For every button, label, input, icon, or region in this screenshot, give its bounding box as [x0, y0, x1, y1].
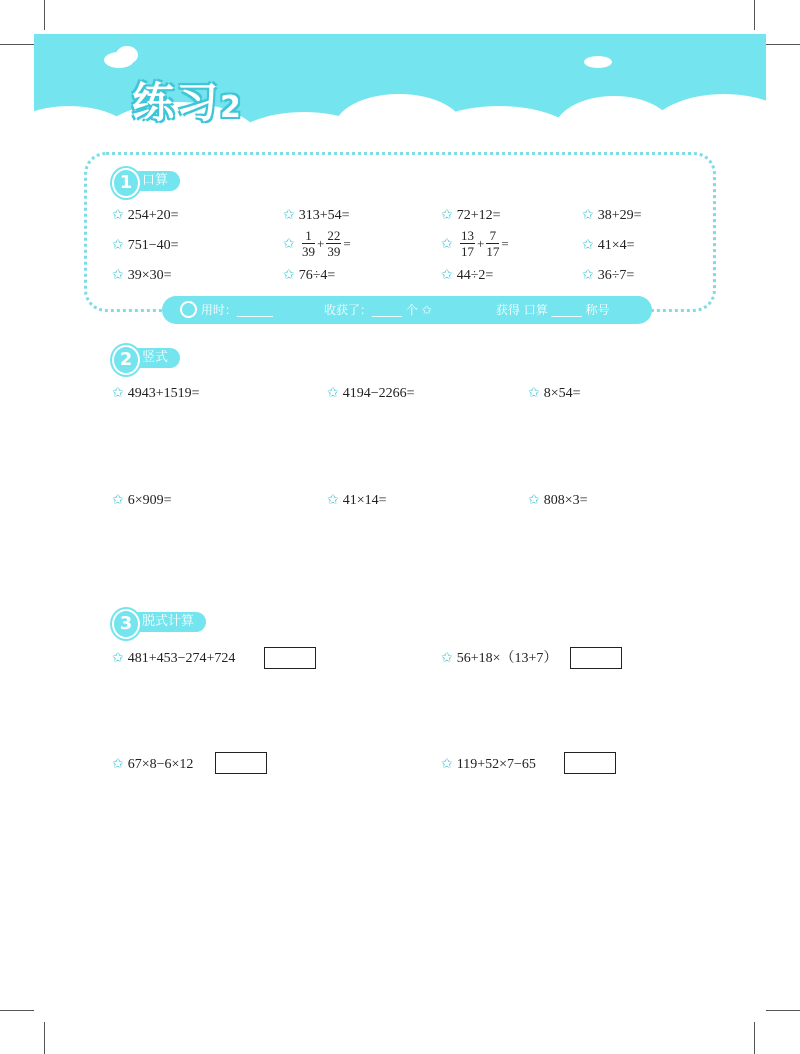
- problem: ✩ 119+52×7−65: [441, 756, 536, 772]
- problem: ✩ 39×30=: [112, 267, 172, 283]
- answer-box[interactable]: [264, 647, 316, 669]
- star-icon: ✩: [441, 756, 453, 772]
- fraction: $\frac{7}{17}$: [486, 228, 500, 259]
- alarm-clock-icon: [180, 301, 197, 318]
- star-icon: ✩: [327, 492, 339, 508]
- crop-mark: [0, 44, 34, 45]
- cloud-shape: [116, 46, 138, 64]
- problem: ✩ 751−40=: [112, 237, 179, 253]
- problem: ✩ 254+20=: [112, 207, 179, 223]
- star-icon: ✩: [421, 303, 432, 317]
- star-icon: ✩: [112, 207, 124, 223]
- crop-mark: [44, 0, 45, 30]
- star-icon: ✩: [112, 237, 124, 253]
- section-number-badge: 3: [112, 609, 140, 639]
- star-icon: ✩: [327, 385, 339, 401]
- problem: ✩ 8×54=: [528, 385, 581, 401]
- problem: ✩ 38+29=: [582, 207, 642, 223]
- crop-mark: [0, 1010, 34, 1011]
- harvest-field: 收获了：_____ 个 ✩: [324, 303, 432, 317]
- star-icon: ✩: [441, 207, 453, 223]
- fraction: $\frac{13}{17}$: [460, 228, 474, 259]
- star-icon: ✩: [582, 237, 594, 253]
- problem: ✩ 4194−2266=: [327, 385, 415, 401]
- answer-box[interactable]: [564, 752, 616, 774]
- crop-mark: [44, 1022, 45, 1054]
- star-icon: ✩: [528, 492, 540, 508]
- fraction: $\frac{22}{39}$: [327, 228, 341, 259]
- page-title: [132, 70, 243, 130]
- star-icon: ✩: [112, 650, 124, 666]
- star-icon: ✩: [112, 385, 124, 401]
- problem: ✩ 481+453−274+724: [112, 650, 236, 666]
- fraction-problem: ✩ $\frac{1}{39}$ + $\frac{22}{39}$ =: [283, 228, 351, 259]
- star-icon: ✩: [283, 207, 295, 223]
- problem: ✩ 67×8−6×12: [112, 756, 194, 772]
- answer-box[interactable]: [215, 752, 267, 774]
- problem: ✩ 72+12=: [441, 207, 501, 223]
- title-number: 2: [220, 90, 243, 125]
- star-icon: ✩: [441, 650, 453, 666]
- section-number-badge: 1: [112, 168, 140, 198]
- star-icon: ✩: [112, 492, 124, 508]
- star-icon: ✩: [283, 235, 295, 252]
- title-field: 获得 口算 _____ 称号: [496, 303, 610, 317]
- cloud-shape: [584, 56, 612, 68]
- crop-mark: [766, 44, 800, 45]
- cloud-shape: [644, 94, 766, 144]
- star-icon: ✩: [582, 207, 594, 223]
- problem: ✩ 313+54=: [283, 207, 350, 223]
- star-icon: ✩: [283, 267, 295, 283]
- star-icon: ✩: [528, 385, 540, 401]
- section-number-badge: 2: [112, 345, 140, 375]
- crop-mark: [754, 1022, 755, 1054]
- problem: ✩ 76÷4=: [283, 267, 336, 283]
- crop-mark: [754, 0, 755, 30]
- star-icon: ✩: [582, 267, 594, 283]
- problem: ✩ 41×4=: [582, 237, 635, 253]
- section-title: 竖式: [126, 348, 180, 368]
- problem: ✩ 41×14=: [327, 492, 387, 508]
- problem: ✩ 808×3=: [528, 492, 588, 508]
- problem: ✩ 6×909=: [112, 492, 172, 508]
- title-text: 练习: [132, 78, 221, 127]
- problem: ✩ 36÷7=: [582, 267, 635, 283]
- star-icon: ✩: [112, 267, 124, 283]
- problem: ✩ 4943+1519=: [112, 385, 200, 401]
- problem: ✩ 44÷2=: [441, 267, 494, 283]
- section-title: 口算: [126, 171, 180, 191]
- fraction-problem: ✩ $\frac{13}{17}$ + $\frac{7}{17}$ =: [441, 228, 509, 259]
- star-icon: ✩: [441, 235, 453, 252]
- fraction: $\frac{1}{39}$: [301, 228, 315, 259]
- section-title: 脱式计算: [126, 612, 206, 632]
- answer-box[interactable]: [570, 647, 622, 669]
- crop-mark: [766, 1010, 800, 1011]
- star-icon: ✩: [112, 756, 124, 772]
- status-bar: [162, 296, 652, 324]
- star-icon: ✩: [441, 267, 453, 283]
- time-field: 用时：______: [180, 296, 273, 324]
- problem: ✩ 56+18×（13+7）: [441, 650, 558, 666]
